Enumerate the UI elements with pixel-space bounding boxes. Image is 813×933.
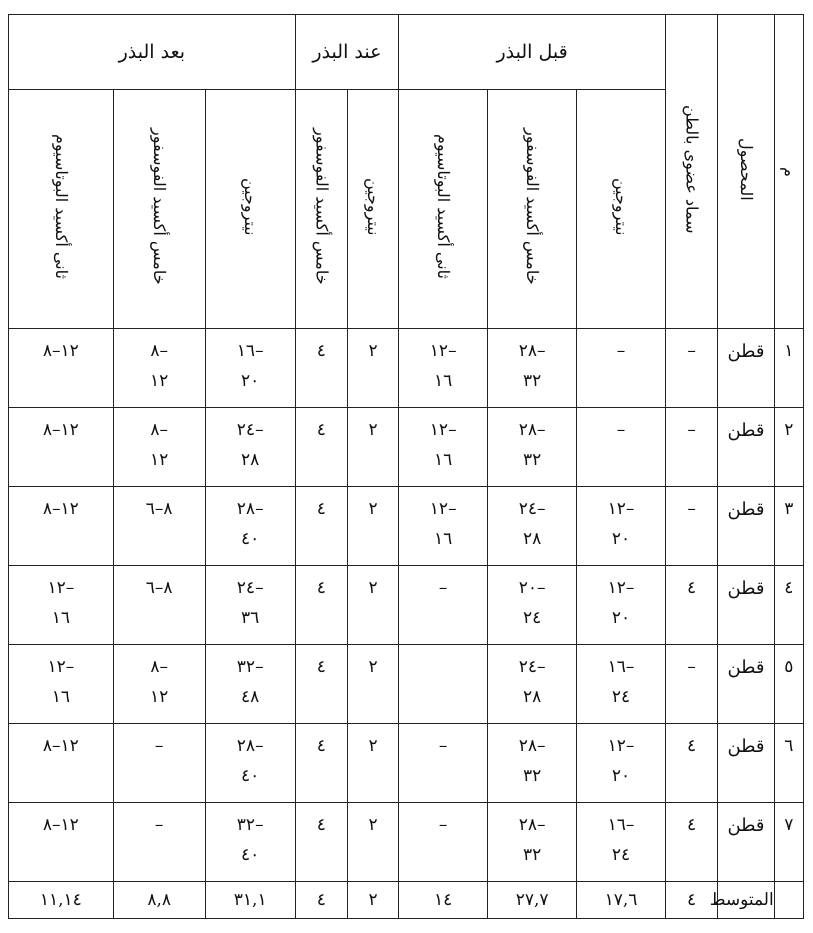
before-potassium-cell-line1: – <box>438 736 448 756</box>
before-potassium-cell-line1: –١٢ <box>429 420 457 440</box>
after-nitrogen-cell <box>205 408 295 487</box>
before-nitrogen-cell <box>577 566 666 645</box>
after-potassium-cell-line2 <box>9 367 113 397</box>
organic-cell: – <box>665 487 717 566</box>
average-before-potassium: ١٤ <box>399 882 488 919</box>
header-after-nitrogen: نيتروجين <box>205 90 295 329</box>
after-potassium-cell <box>9 487 114 566</box>
after-nitrogen-cell-line1: –١٦ <box>236 341 264 361</box>
after-phosphorus-cell-line1: –٨ <box>150 341 168 361</box>
at-phosphorus-cell: ٤ <box>295 408 347 487</box>
after-phosphorus-cell <box>113 645 205 724</box>
before-nitrogen-cell-line1: –١٢ <box>607 578 635 598</box>
before-potassium-cell-line1: –١٢ <box>429 499 457 519</box>
after-potassium-cell-line1: ١٢–٨ <box>42 420 79 440</box>
before-nitrogen-cell-line2: ٢٠ <box>611 766 631 786</box>
row-number: ٦ <box>774 724 803 803</box>
before-potassium-cell-line2 <box>399 762 487 792</box>
before-potassium-cell <box>399 803 488 882</box>
after-nitrogen-cell-line1: –٢٤ <box>236 420 264 440</box>
header-at-phosphorus: خامس أكسيد الفوسفور <box>295 90 347 329</box>
after-phosphorus-cell-line2 <box>114 604 205 634</box>
after-potassium-cell-line2 <box>9 446 113 476</box>
after-nitrogen-cell <box>205 487 295 566</box>
before-nitrogen-cell-line1: –١٢ <box>607 499 635 519</box>
row-number: ٢ <box>774 408 803 487</box>
before-nitrogen-cell <box>577 487 666 566</box>
before-phosphorus-cell-line2: ٣٢ <box>522 845 542 865</box>
before-nitrogen-cell-line1: –١٦ <box>607 815 635 835</box>
average-before-phosphorus: ٢٧,٧ <box>488 882 577 919</box>
header-after-phosphorus: خامس أكسيد الفوسفور <box>113 90 205 329</box>
fertilizer-table <box>8 14 804 919</box>
average-row <box>9 882 804 919</box>
after-phosphorus-cell <box>113 724 205 803</box>
before-phosphorus-cell-line2: ٣٢ <box>522 766 542 786</box>
after-potassium-cell-line1: –١٢ <box>47 657 75 677</box>
after-phosphorus-cell-line1: –٨ <box>150 657 168 677</box>
before-phosphorus-cell-line1: –٢٨ <box>518 341 546 361</box>
after-nitrogen-cell-line1: –٣٢ <box>236 657 264 677</box>
before-potassium-cell-line1 <box>399 657 487 683</box>
before-phosphorus-cell-line1: –٢٨ <box>518 736 546 756</box>
before-potassium-cell-line1: – <box>438 578 448 598</box>
at-nitrogen-cell: ٢ <box>347 487 398 566</box>
before-nitrogen-cell-line2: ٢٠ <box>611 529 631 549</box>
header-group-row <box>9 15 804 90</box>
average-before-nitrogen: ١٧,٦ <box>577 882 666 919</box>
header-before-sowing: قبل البذر <box>399 15 666 90</box>
after-nitrogen-cell <box>205 803 295 882</box>
after-potassium-cell-line2: ١٦ <box>51 687 70 707</box>
table-body <box>9 329 804 919</box>
before-potassium-cell-line2 <box>399 841 487 871</box>
table-row <box>9 645 804 724</box>
header-before-phosphorus: خامس أكسيد الفوسفور <box>488 90 577 329</box>
before-nitrogen-cell-line1: – <box>616 341 626 361</box>
row-number: ٥ <box>774 645 803 724</box>
before-nitrogen-cell <box>577 645 666 724</box>
after-nitrogen-cell-line2: ٢٠ <box>241 371 260 391</box>
before-phosphorus-cell <box>488 803 577 882</box>
after-nitrogen-cell <box>205 566 295 645</box>
before-potassium-cell-line2: ١٦ <box>434 529 453 549</box>
row-number: ١ <box>774 329 803 408</box>
at-nitrogen-cell: ٢ <box>347 329 398 408</box>
before-potassium-cell <box>399 724 488 803</box>
header-after-sowing: بعد البذر <box>9 15 296 90</box>
after-nitrogen-cell <box>205 645 295 724</box>
after-nitrogen-cell-line1: –٢٨ <box>236 499 264 519</box>
after-phosphorus-cell-line1: – <box>154 815 164 835</box>
before-phosphorus-cell <box>488 645 577 724</box>
average-at-nitrogen: ٢ <box>347 882 398 919</box>
after-nitrogen-cell-line2: ٣٦ <box>241 608 260 628</box>
before-nitrogen-cell-line1: –١٢ <box>607 736 635 756</box>
before-phosphorus-cell-line1: –٢٤ <box>518 499 546 519</box>
after-potassium-cell <box>9 329 114 408</box>
before-nitrogen-cell <box>577 329 666 408</box>
before-phosphorus-cell-line1: –٢٨ <box>518 420 546 440</box>
before-potassium-cell-line1: –١٢ <box>429 341 457 361</box>
after-phosphorus-cell-line2 <box>114 841 205 871</box>
after-potassium-cell <box>9 803 114 882</box>
organic-cell: ٤ <box>665 724 717 803</box>
row-number: ٣ <box>774 487 803 566</box>
after-potassium-cell-line1: ١٢–٨ <box>42 499 79 519</box>
before-potassium-cell-line2: ١٦ <box>434 371 453 391</box>
at-phosphorus-cell: ٤ <box>295 566 347 645</box>
at-phosphorus-cell: ٤ <box>295 487 347 566</box>
after-phosphorus-cell-line2 <box>114 525 205 555</box>
organic-cell: – <box>665 645 717 724</box>
organic-cell: – <box>665 329 717 408</box>
before-phosphorus-cell-line2: ٢٤ <box>522 608 542 628</box>
crop-cell: قطن <box>718 566 774 645</box>
after-phosphorus-cell-line2 <box>114 762 205 792</box>
after-potassium-cell-line2 <box>9 762 113 792</box>
after-phosphorus-cell-line2: ١٢ <box>150 450 169 470</box>
header-after-potassium: ثانى أكسيد البوتاسيوم <box>9 90 114 329</box>
before-phosphorus-cell <box>488 408 577 487</box>
after-potassium-cell-line2 <box>9 525 113 555</box>
before-phosphorus-cell <box>488 329 577 408</box>
after-potassium-cell-line1: ١٢–٨ <box>42 341 79 361</box>
average-after-nitrogen: ٣١,١ <box>205 882 295 919</box>
average-at-phosphorus: ٤ <box>295 882 347 919</box>
after-phosphorus-cell <box>113 408 205 487</box>
before-potassium-cell-line2: ١٦ <box>434 450 453 470</box>
before-phosphorus-cell-line2: ٣٢ <box>522 371 542 391</box>
after-potassium-cell-line1: ١٢–٨ <box>42 736 79 756</box>
before-nitrogen-cell-line2 <box>577 446 665 476</box>
crop-cell: قطن <box>718 329 774 408</box>
after-potassium-cell-line1: ١٢–٨ <box>42 815 79 835</box>
after-phosphorus-cell-line1: ٨–٦ <box>145 578 173 598</box>
before-nitrogen-cell <box>577 724 666 803</box>
before-potassium-cell-line1: – <box>438 815 448 835</box>
before-potassium-cell <box>399 408 488 487</box>
after-phosphorus-cell <box>113 566 205 645</box>
before-phosphorus-cell-line2: ٢٨ <box>522 529 542 549</box>
organic-cell: – <box>665 408 717 487</box>
after-nitrogen-cell-line2: ٤٨ <box>241 687 260 707</box>
at-nitrogen-cell: ٢ <box>347 803 398 882</box>
at-nitrogen-cell: ٢ <box>347 645 398 724</box>
table-row <box>9 408 804 487</box>
after-nitrogen-cell-line2: ٤٠ <box>241 766 260 786</box>
before-nitrogen-cell-line1: –١٦ <box>607 657 635 677</box>
header-at-nitrogen: نيتروجين <box>347 90 398 329</box>
before-potassium-cell <box>399 645 488 724</box>
after-potassium-cell <box>9 408 114 487</box>
organic-cell: ٤ <box>665 566 717 645</box>
after-nitrogen-cell-line2: ٢٨ <box>241 450 260 470</box>
before-nitrogen-cell-line2 <box>577 367 665 397</box>
crop-cell: قطن <box>718 803 774 882</box>
before-nitrogen-cell <box>577 803 666 882</box>
before-potassium-cell-line2 <box>399 604 487 634</box>
table-row <box>9 724 804 803</box>
crop-cell: قطن <box>718 645 774 724</box>
after-phosphorus-cell <box>113 803 205 882</box>
after-potassium-cell <box>9 724 114 803</box>
before-phosphorus-cell-line2: ٣٢ <box>522 450 542 470</box>
before-phosphorus-cell-line1: –٢٠ <box>518 578 546 598</box>
before-phosphorus-cell <box>488 724 577 803</box>
before-phosphorus-cell-line2: ٢٨ <box>522 687 542 707</box>
after-phosphorus-cell-line1: – <box>154 736 164 756</box>
after-nitrogen-cell-line1: –٣٢ <box>236 815 264 835</box>
after-phosphorus-cell-line2: ١٢ <box>150 687 169 707</box>
at-nitrogen-cell: ٢ <box>347 566 398 645</box>
before-phosphorus-cell <box>488 566 577 645</box>
after-potassium-cell <box>9 566 114 645</box>
after-phosphorus-cell-line1: ٨–٦ <box>145 499 173 519</box>
average-organic: ٤ <box>665 882 717 919</box>
table-row <box>9 487 804 566</box>
at-nitrogen-cell: ٢ <box>347 724 398 803</box>
after-potassium-cell-line1: –١٢ <box>47 578 75 598</box>
before-nitrogen-cell-line2: ٢٤ <box>611 687 631 707</box>
table-row <box>9 803 804 882</box>
before-phosphorus-cell-line1: –٢٨ <box>518 815 546 835</box>
fertilizer-table-wrap <box>8 14 804 919</box>
crop-cell: قطن <box>718 408 774 487</box>
before-nitrogen-cell-line2: ٢٠ <box>611 608 631 628</box>
header-m: م <box>774 15 803 329</box>
after-potassium-cell-line2 <box>9 841 113 871</box>
average-blank <box>774 882 803 919</box>
organic-cell: ٤ <box>665 803 717 882</box>
average-after-phosphorus: ٨,٨ <box>113 882 205 919</box>
crop-cell: قطن <box>718 487 774 566</box>
after-nitrogen-cell-line2: ٤٠ <box>241 529 260 549</box>
average-after-potassium: ١١,١٤ <box>9 882 114 919</box>
before-phosphorus-cell <box>488 487 577 566</box>
crop-cell: قطن <box>718 724 774 803</box>
after-phosphorus-cell <box>113 487 205 566</box>
table-row <box>9 329 804 408</box>
row-number: ٧ <box>774 803 803 882</box>
before-potassium-cell-line2 <box>399 683 487 713</box>
before-nitrogen-cell-line2: ٢٤ <box>611 845 631 865</box>
header-before-nitrogen: نيتروجين <box>577 90 666 329</box>
after-nitrogen-cell-line2: ٤٠ <box>241 845 260 865</box>
at-nitrogen-cell: ٢ <box>347 408 398 487</box>
after-phosphorus-cell-line1: –٨ <box>150 420 168 440</box>
after-nitrogen-cell-line1: –٢٨ <box>236 736 264 756</box>
average-label: المتوسط <box>718 882 774 919</box>
at-phosphorus-cell: ٤ <box>295 645 347 724</box>
at-phosphorus-cell: ٤ <box>295 329 347 408</box>
after-phosphorus-cell <box>113 329 205 408</box>
header-crop: المحصول <box>718 15 774 329</box>
row-number: ٤ <box>774 566 803 645</box>
before-potassium-cell <box>399 487 488 566</box>
before-potassium-cell <box>399 566 488 645</box>
before-phosphorus-cell-line1: –٢٤ <box>518 657 546 677</box>
after-nitrogen-cell <box>205 724 295 803</box>
after-nitrogen-cell-line1: –٢٤ <box>236 578 264 598</box>
after-potassium-cell <box>9 645 114 724</box>
after-phosphorus-cell-line2: ١٢ <box>150 371 169 391</box>
before-potassium-cell <box>399 329 488 408</box>
after-nitrogen-cell <box>205 329 295 408</box>
after-potassium-cell-line2: ١٦ <box>51 608 70 628</box>
header-before-potassium: ثانى أكسيد البوتاسيوم <box>399 90 488 329</box>
table-row <box>9 566 804 645</box>
at-phosphorus-cell: ٤ <box>295 724 347 803</box>
header-at-sowing: عند البذر <box>295 15 399 90</box>
at-phosphorus-cell: ٤ <box>295 803 347 882</box>
before-nitrogen-cell-line1: – <box>616 420 626 440</box>
before-nitrogen-cell <box>577 408 666 487</box>
header-organic: سماد عضوى بالطن <box>665 15 717 329</box>
